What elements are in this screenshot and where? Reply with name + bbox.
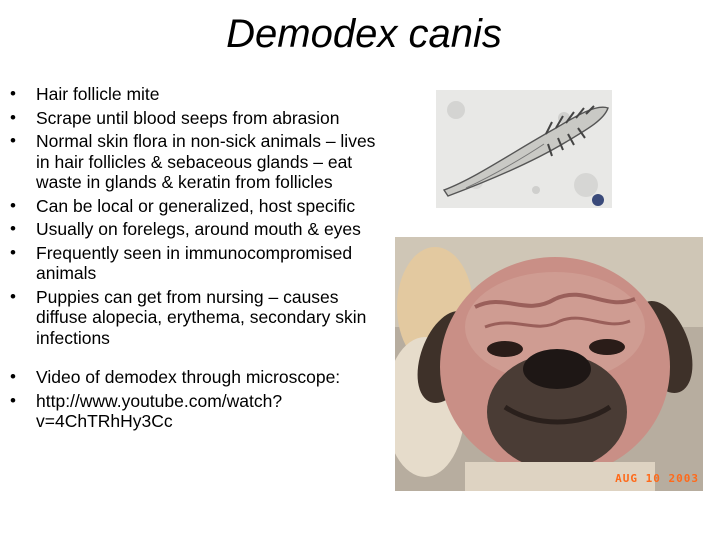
mite-micrograph-icon <box>436 90 612 208</box>
bullet-list <box>10 84 390 435</box>
bullet-glyph: • <box>10 219 16 238</box>
bullet-item-link[interactable] <box>10 391 390 432</box>
bullet-glyph: • <box>10 367 16 386</box>
bullet-text: Can be local or generalized, host specific <box>36 195 356 216</box>
bullet-text: Usually on forelegs, around mouth & eyes <box>36 219 361 239</box>
video-url-text[interactable]: http://www.youtube.com/watch?v=4ChTRhHy3Cc <box>36 390 283 431</box>
bullet-item <box>10 108 390 129</box>
bullet-glyph: • <box>10 195 16 215</box>
pug-with-demodicosis-icon <box>395 237 703 491</box>
bullet-glyph: • <box>10 242 16 262</box>
bullet-item <box>10 219 390 240</box>
bullet-text: Normal skin flora in non-sick animals – lives in hair follicles & sebaceous glands – eat waste in glands & keratin from follicles <box>36 131 376 192</box>
bullet-text: Hair follicle mite <box>36 84 160 104</box>
bullet-item <box>10 131 390 193</box>
bullet-glyph: • <box>10 131 16 150</box>
mite-micrograph-image <box>436 90 612 208</box>
bullet-glyph: • <box>10 107 16 127</box>
bullet-glyph: • <box>10 390 16 410</box>
bullet-glyph: • <box>10 286 16 306</box>
pug-photo <box>395 237 703 491</box>
bullet-item <box>10 84 390 105</box>
date-stamp: AUG 10 2003 <box>615 472 699 485</box>
bullet-text: Video of demodex through microscope: <box>36 367 341 387</box>
bullet-item <box>10 243 390 284</box>
bullet-glyph: • <box>10 84 16 103</box>
bullet-item <box>10 367 390 388</box>
bullet-text: Frequently seen in immunocompromised animals <box>36 242 353 283</box>
bullet-text: Puppies can get from nursing – causes diffuse alopecia, erythema, secondary skin infections <box>36 286 367 348</box>
bullet-item <box>10 287 390 349</box>
bullet-item <box>10 196 390 217</box>
bullet-text: Scrape until blood seeps from abrasion <box>36 107 340 128</box>
slide-title: Demodex canis <box>226 12 502 56</box>
